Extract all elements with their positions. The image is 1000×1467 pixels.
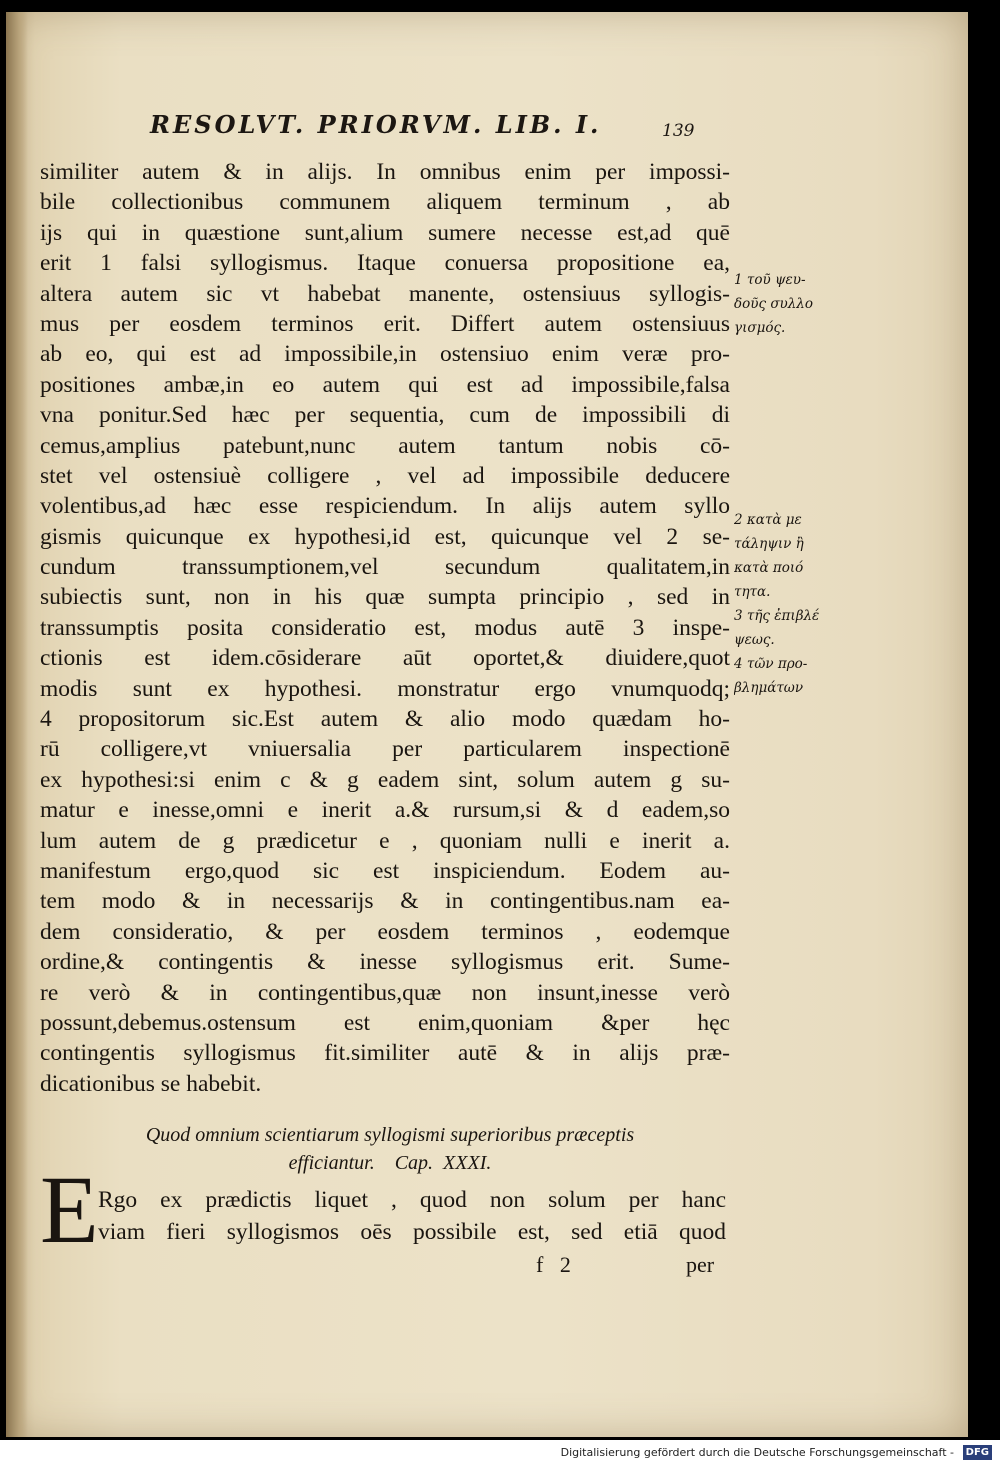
text-line: contingentis syllogismus fit.similiter autē & in alijs præ-	[40, 1040, 730, 1067]
text-line: subiectis sunt, non in his quæ sumpta principio , sed in	[40, 584, 730, 611]
text-line: dem consideratio, & per eosdem terminos , eodemque	[40, 918, 730, 945]
margin-note-line	[734, 412, 840, 436]
text-line: 4 propositorum sic.Est autem & alio modo quædam ho-	[40, 706, 730, 733]
text-line: vna ponitur.Sed hæc per sequentia, cum de impossibili di	[40, 402, 730, 429]
footer-bar	[0, 1440, 1000, 1467]
margin-note-line	[734, 364, 840, 388]
text-line: rū colligere,vt vniuersalia per particularem inspectionē	[40, 736, 730, 763]
text-line: gismis quicunque ex hypothesi,id est, quicunque vel 2 se-	[40, 523, 730, 550]
chapter-text-line: viam fieri syllogismos oēs possibile est, sed etiā quod	[98, 1219, 726, 1245]
text-line: matur e inesse,omni e inerit a.& rursum,si & d eadem,so	[40, 797, 730, 824]
text-line: ordine,& contingentis & inesse syllogismus erit. Sume-	[40, 949, 730, 976]
margin-notes	[734, 268, 840, 700]
text-line: transsumptis posita consideratio est, modus autē 3 inspe-	[40, 614, 730, 641]
page-gutter	[6, 12, 28, 1437]
folio-number: 139	[662, 121, 695, 141]
signature-mark: f 2	[536, 1252, 571, 1277]
chapter-text-block	[98, 1184, 726, 1248]
text-line: tem modo & in necessarijs & in contingentibus.nam ea-	[40, 888, 730, 915]
margin-note-line: τητα.	[734, 584, 771, 600]
chapter-heading	[90, 1121, 690, 1177]
text-line: manifestum ergo,quod sic est inspiciendum. Eodem au-	[40, 857, 730, 884]
margin-note-line: 1 τοῦ ψευ-	[734, 272, 806, 288]
catchword: per	[686, 1252, 715, 1277]
text-line: volentibus,ad hæc esse respiciendum. In alijs autem syllo	[40, 493, 730, 520]
text-line: ijs qui in quæstione sunt,alium sumere necesse est,ad quē	[40, 219, 730, 246]
chapter-heading-line-1: Quod omnium scientiarum syllogismi superioribus præceptis	[145, 1124, 635, 1146]
text-line: lum autem de g prædicetur e , quoniam nulli e inerit a.	[40, 827, 730, 854]
text-line: dicationibus se habebit.	[40, 1070, 262, 1097]
text-line: ab eo, qui est ad impossibile,in ostensiuo enim veræ pro-	[40, 341, 730, 368]
drop-capital: E	[40, 1156, 99, 1263]
margin-note-line	[734, 340, 840, 364]
text-line: modis sunt ex hypothesi. monstratur ergo vnumquodq;	[40, 675, 730, 702]
text-line: similiter autem & in alijs. In omnibus enim per impossi-	[40, 159, 730, 185]
running-head: RESOLVT. PRIORVM. LIB. I.	[150, 110, 602, 139]
margin-note-line: 2 κατὰ με	[734, 512, 802, 528]
text-line: re verò & in contingentibus,quæ non insunt,inesse verò	[40, 979, 730, 1006]
text-line: ctionis est idem.cōsiderare aūt oportet,& diuidere,quot	[40, 645, 730, 672]
chapter-text-line: Rgo ex prædictis liquet , quod non solum per hanc	[98, 1187, 726, 1213]
margin-note-line: 3 τῆς ἐπιβλέ	[734, 608, 820, 624]
text-line: cemus,amplius patebunt,nunc autem tantum nobis cō-	[40, 432, 730, 459]
text-line: altera autem sic vt habebat manente, ostensiuus syllogis-	[40, 280, 730, 307]
text-line: possunt,debemus.ostensum est enim,quoniam &per hęc	[40, 1009, 730, 1036]
margin-note-line	[734, 460, 840, 484]
text-line: bile collectionibus communem aliquem terminum , ab	[40, 189, 730, 216]
main-text-block	[40, 157, 730, 1099]
funding-credit: Digitalisierung gefördert durch die Deutsche Forschungsgemeinschaft -	[560, 1446, 954, 1459]
margin-note-line: γισμός.	[734, 320, 786, 336]
text-line: stet vel ostensiuè colligere , vel ad impossibile deducere	[40, 462, 730, 489]
dfg-logo: DFG	[963, 1445, 992, 1460]
text-line: mus per eosdem terminos erit. Differt autem ostensiuus	[40, 310, 730, 337]
margin-note-line: δοῦς συλλο	[734, 296, 813, 312]
text-line: positiones ambæ,in eo autem qui est ad impossibile,falsa	[40, 371, 730, 398]
margin-note-line: βλημάτων	[734, 680, 804, 696]
text-line: ex hypothesi:si enim c & g eadem sint, solum autem g su-	[40, 766, 730, 793]
chapter-heading-line-2: efficiantur. Cap. XXXI.	[288, 1152, 492, 1174]
margin-note-line: 4 τῶν προ-	[734, 656, 808, 672]
margin-note-line: κατὰ ποιό	[734, 560, 804, 576]
text-line: cundum transsumptionem,vel secundum qualitatem,in	[40, 554, 730, 581]
margin-note-line	[734, 484, 840, 508]
margin-note-line: ψεως.	[734, 632, 775, 648]
margin-note-line: τάληψιν ἢ	[734, 536, 804, 552]
margin-note-line	[734, 388, 840, 412]
margin-note-line	[734, 436, 840, 460]
text-line: erit 1 falsi syllogismus. Itaque conuersa propositione ea,	[40, 250, 730, 277]
